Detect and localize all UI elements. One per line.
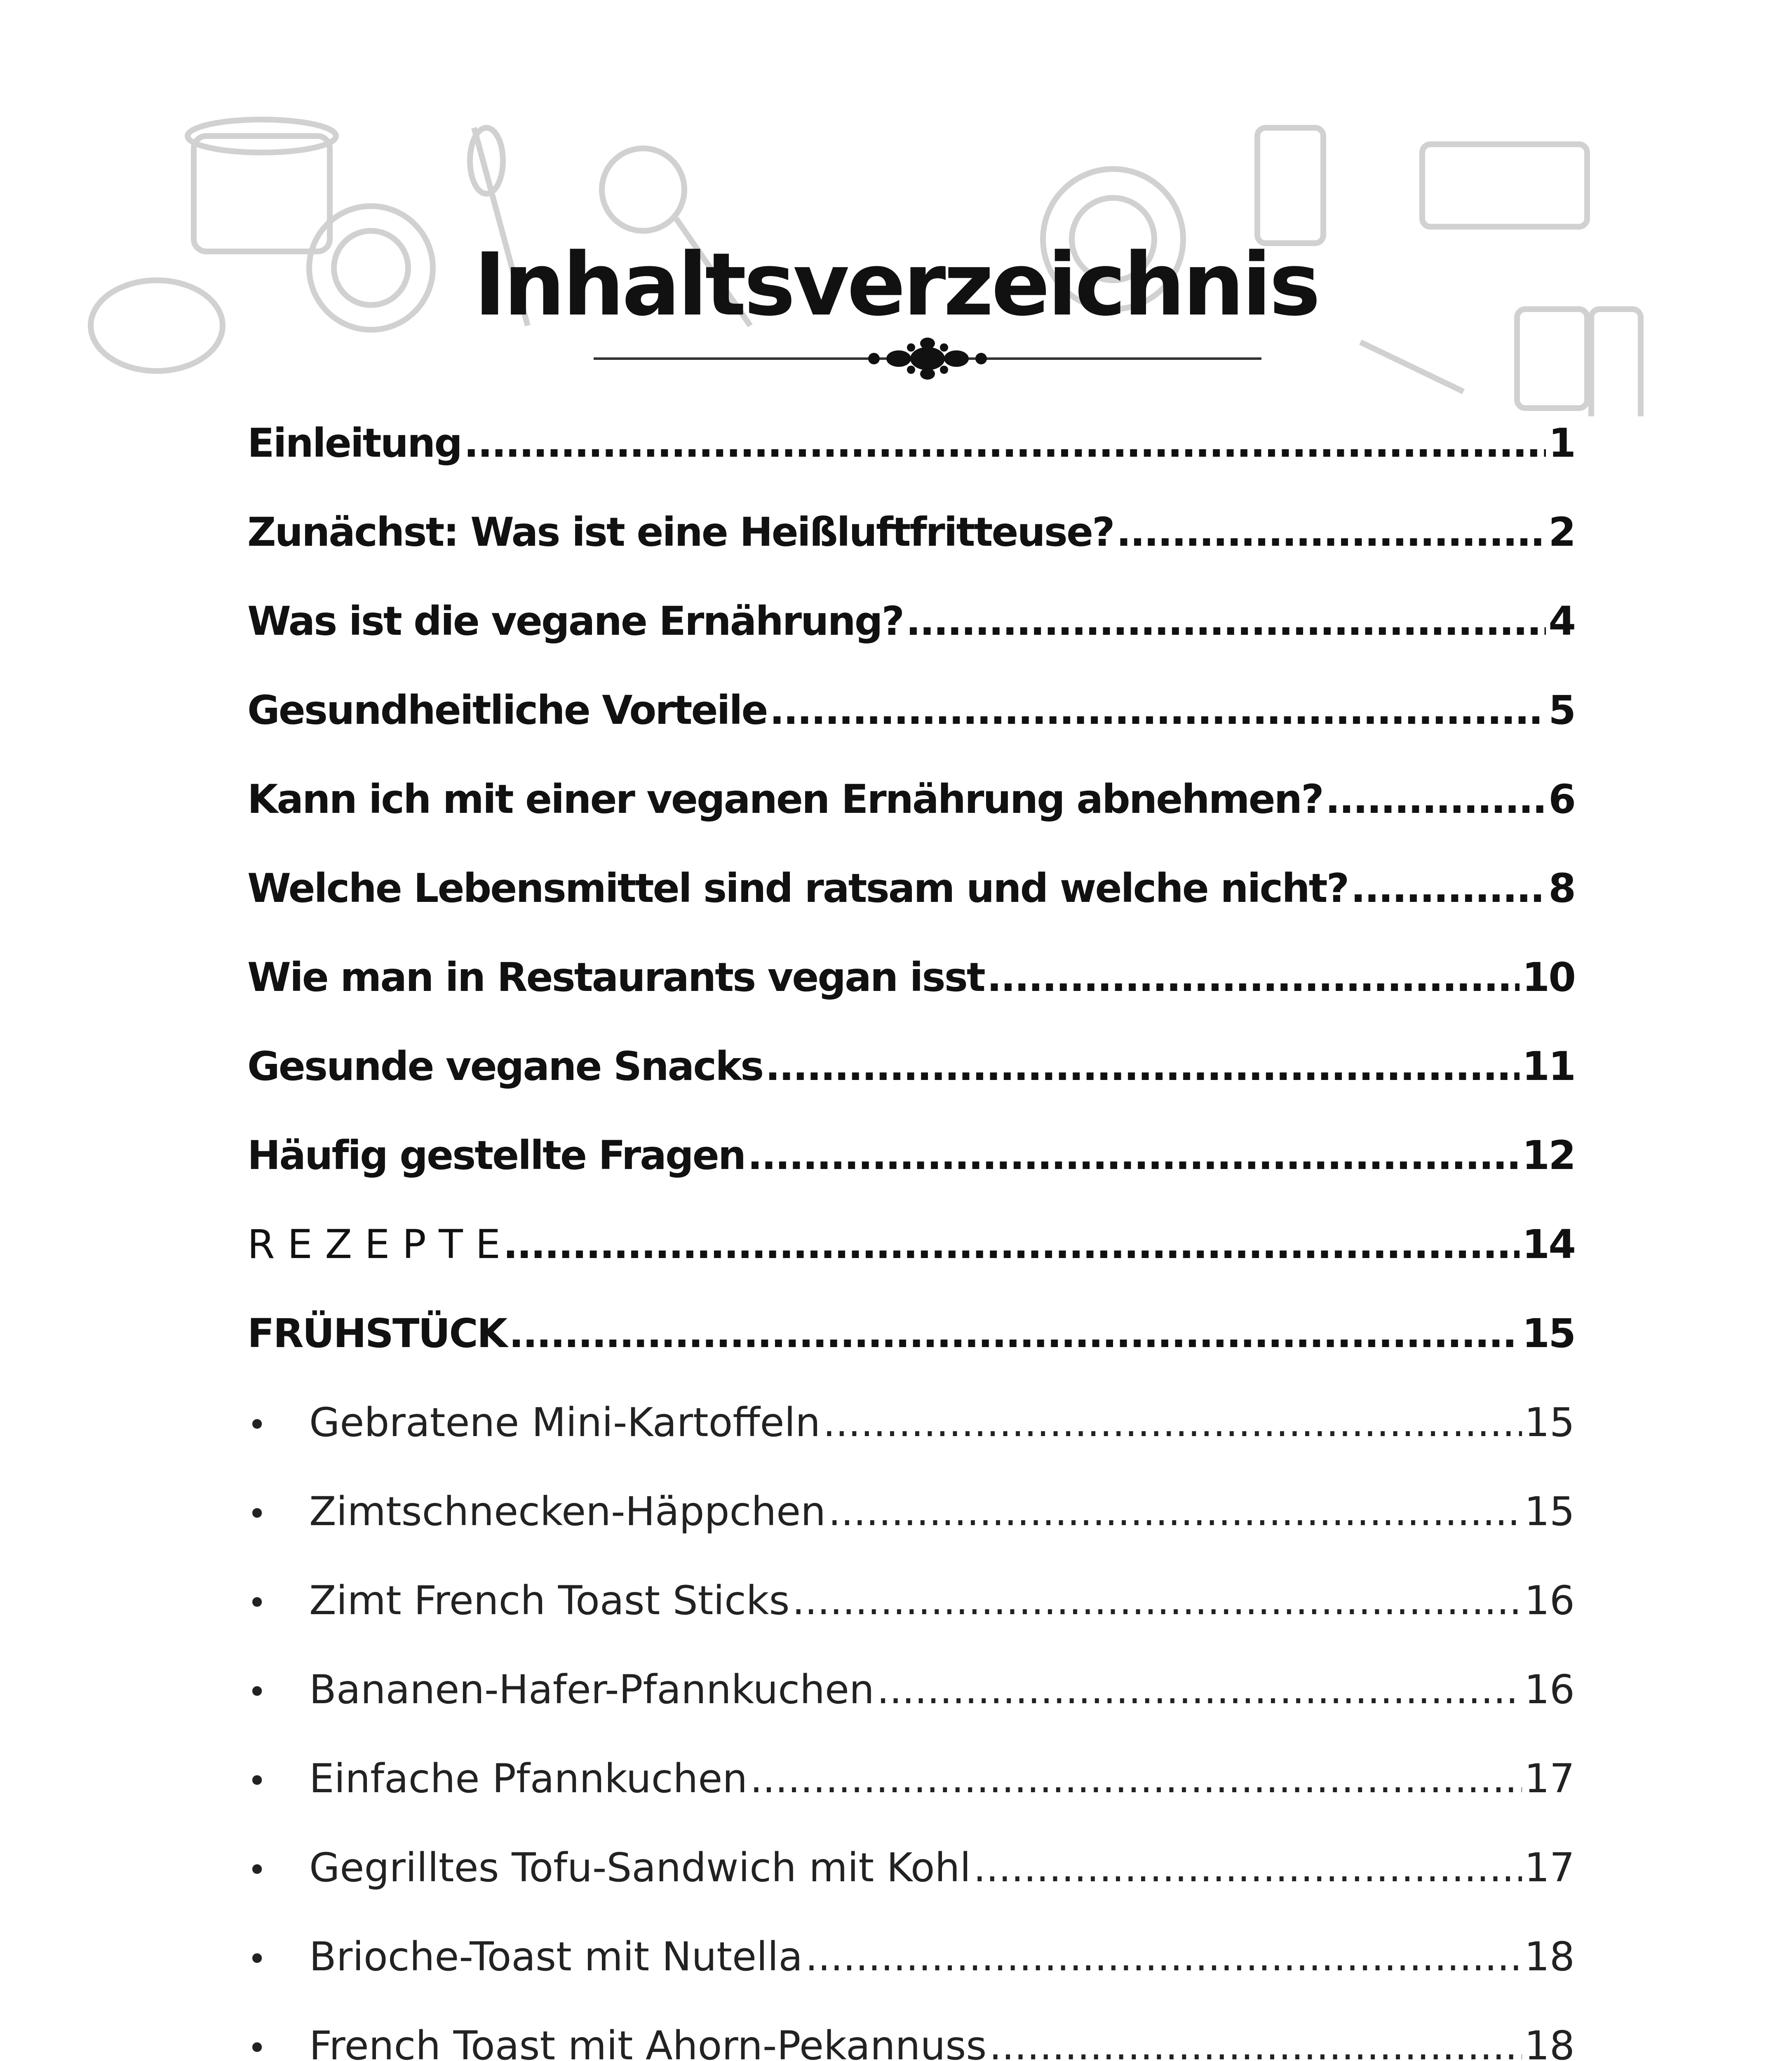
page-title: Inhaltsverzeichnis [474,234,1318,335]
dot-leader [792,1574,1522,1627]
toc-entry-einleitung[interactable]: Einleitung ..... 1 [247,408,1575,497]
toc-entry-vegane-ernaehrung[interactable]: Was ist die vegane Ernährung? ..... 4 [247,586,1575,675]
dot-leader [973,1841,1522,1894]
toc-recipe-einfache-pfannkuchen[interactable]: • Einfache Pfannkuchen ..... 17 [247,1744,1575,1833]
dot-leader [989,2019,1522,2061]
bullet-icon: • [247,1406,267,1444]
ornamental-divider-icon [594,336,1261,381]
toc-entry-lebensmittel[interactable]: Welche Lebensmittel sind ratsam und welche nicht? ..... 8 [247,853,1575,942]
bullet-icon: • [247,1940,267,1978]
dot-leader [1325,772,1546,826]
dot-leader [1116,505,1546,559]
dot-leader [828,1485,1522,1538]
dot-leader [770,683,1546,737]
dot-leader [805,1930,1522,1984]
dot-leader [906,594,1546,648]
bullet-icon: • [247,1673,267,1711]
dot-leader [464,416,1546,470]
toc-entry-heissluftfritteuse[interactable]: Zunächst: Was ist eine Heißluftfritteuse? ..... 2 [247,497,1575,586]
toc-recipe-ahorn-pekannuss[interactable]: • French Toast mit Ahorn-Pekannuss ..... 18 [247,2011,1575,2061]
toc-entry-restaurants[interactable]: Wie man in Restaurants vegan isst ..... 10 [247,942,1575,1031]
toc-entry-fragen[interactable]: Häufig gestellte Fragen ..... 12 [247,1120,1575,1209]
dot-leader [823,1396,1522,1449]
dot-leader [877,1663,1522,1716]
dot-leader [987,951,1520,1004]
dot-leader [503,1218,1520,1271]
toc-entry-fruehstueck[interactable]: FRÜHSTÜCK ..... 15 [247,1298,1575,1387]
bullet-icon: • [247,1495,267,1533]
toc-recipe-zimtschnecken[interactable]: • Zimtschnecken-Häppchen ..... 15 [247,1477,1575,1566]
dot-leader [509,1307,1520,1360]
bullet-icon: • [247,2029,267,2061]
dot-leader [765,1040,1520,1093]
toc-recipe-french-toast-sticks[interactable]: • Zimt French Toast Sticks ..... 16 [247,1566,1575,1655]
toc-recipe-bananen-pfannkuchen[interactable]: • Bananen-Hafer-Pfannkuchen ..... 16 [247,1655,1575,1744]
toc-entry-rezepte[interactable]: R E Z E P T E ..... 14 [247,1209,1575,1298]
dot-leader [1350,861,1546,915]
table-of-contents [247,408,1575,2061]
dot-leader [750,1752,1522,1805]
bullet-icon: • [247,1762,267,1800]
bullet-icon: • [247,1851,267,1889]
toc-recipe-brioche-toast[interactable]: • Brioche-Toast mit Nutella ..... 18 [247,1922,1575,2011]
toc-recipe-tofu-sandwich[interactable]: • Gegrilltes Tofu-Sandwich mit Kohl ..... 17 [247,1833,1575,1922]
toc-recipe-mini-kartoffeln[interactable]: • Gebratene Mini-Kartoffeln ..... 15 [247,1387,1575,1477]
toc-entry-abnehmen[interactable]: Kann ich mit einer veganen Ernährung abnehmen? ..... 6 [247,764,1575,853]
toc-entry-snacks[interactable]: Gesunde vegane Snacks ..... 11 [247,1031,1575,1120]
toc-entry-gesundheitliche-vorteile[interactable]: Gesundheitliche Vorteile ..... 5 [247,675,1575,764]
bullet-icon: • [247,1584,267,1622]
dot-leader [747,1129,1520,1182]
